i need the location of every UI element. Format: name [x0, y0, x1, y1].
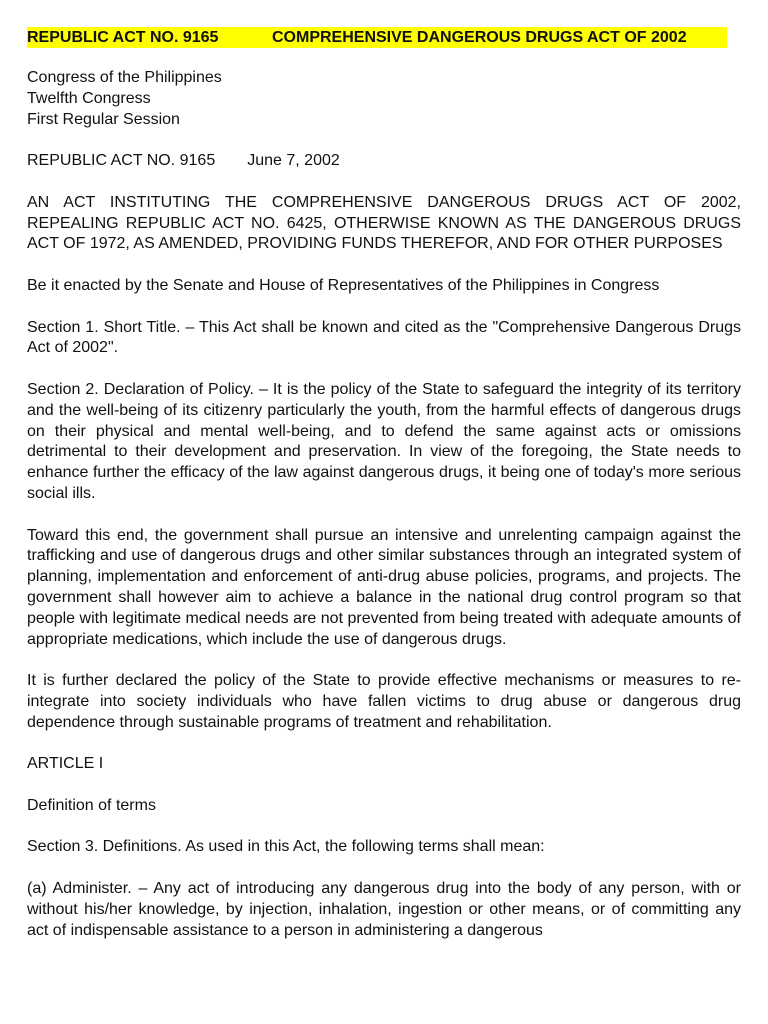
- article-subheading: Definition of terms: [27, 796, 156, 814]
- section-3-item-a: (a) Administer. – Any act of introducing any dangerous drug into the body of any person, with or without his/her knowledge, by injection, inhalation, ingestion or other means, or of committing any act of indispensable assistance to a person in administering a dangerous: [27, 880, 741, 939]
- section-2-paragraph-2: Toward this end, the government shall pursue an intensive and unrelenting campaign against the trafficking and use of dangerous drugs and other similar substances through an integrated system of planning, implementation and enforcement of anti-drug abuse policies, programs, and projects. The government shall however aim to achieve a balance in the national drug control program so that people with legitimate medical needs are not prevented from being treated with adequate amounts of appropriate medications, which include the use of dangerous drugs.: [27, 526, 741, 648]
- act-long-title: AN ACT INSTITUTING THE COMPREHENSIVE DANGEROUS DRUGS ACT OF 2002, REPEALING REPUBLIC ACT NO. 6425, OTHERWISE KNOWN AS THE DANGEROUS DRUGS ACT OF 1972, AS AMENDED, PROVIDING FUNDS THEREFOR, AND FOR OTHER PURPOSES: [27, 193, 741, 253]
- article-heading: ARTICLE I: [27, 755, 104, 773]
- congress-block: [27, 68, 741, 130]
- section-2-paragraph-3: It is further declared the policy of the State to provide effective mechanisms or measures to re-integrate into society individuals who have fallen victims to drug abuse or dangerous drug dependence through sustainable programs of treatment and rehabilitation.: [27, 672, 741, 731]
- congress-line-3: First Regular Session: [27, 110, 180, 128]
- act-date: June 7, 2002: [247, 152, 340, 170]
- section-3-intro: Section 3. Definitions. As used in this Act, the following terms shall mean:: [27, 838, 545, 856]
- congress-line-1: Congress of the Philippines: [27, 69, 222, 86]
- section-1-short-title: Section 1. Short Title. – This Act shall be known and cited as the "Comprehensive Dangerous Drugs Act of 2002".: [27, 318, 741, 357]
- congress-line-2: Twelfth Congress: [27, 89, 151, 107]
- section-2-paragraph-1: Section 2. Declaration of Policy. – It is the policy of the State to safeguard the integrity of its territory and the well-being of its citizenry particularly the youth, from the harmful effects of dangerous drugs on their physical and mental well-being, and to defend the same against acts or omissions detrimental to their development and preservation. In view of the foregoing, the State needs to enhance further the efficacy of the law against dangerous drugs, it being one of today's more serious social ills.: [27, 380, 741, 502]
- act-number: REPUBLIC ACT NO. 9165: [27, 152, 216, 170]
- act-number-date-line: [27, 151, 741, 172]
- document-header-highlight: [27, 27, 727, 48]
- enacting-clause: Be it enacted by the Senate and House of Representatives of the Philippines in Congress: [27, 276, 660, 294]
- header-act-title: COMPREHENSIVE DANGEROUS DRUGS ACT OF 2002: [272, 29, 687, 46]
- header-act-number: REPUBLIC ACT NO. 9165: [27, 29, 219, 46]
